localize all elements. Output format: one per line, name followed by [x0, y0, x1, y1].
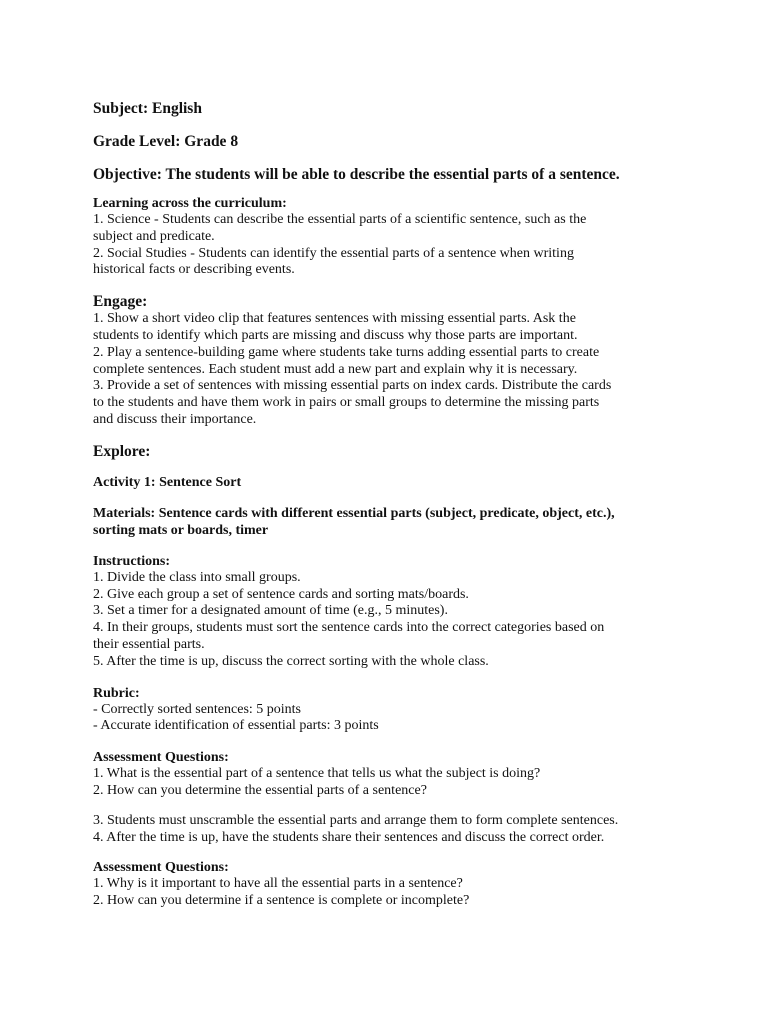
engage-section [93, 292, 688, 429]
instruction-line: their essential parts. [93, 636, 205, 652]
extra-step-line: 4. After the time is up, have the students share their sentences and discuss the correct order. [93, 829, 605, 845]
extra-steps-block [93, 813, 688, 847]
engage-line: 1. Show a short video clip that features sentences with missing essential parts. Ask the [93, 311, 576, 327]
assessment-block-2 [93, 859, 688, 910]
instruction-line: 4. In their groups, students must sort the sentence cards into the correct categories based on [93, 620, 605, 636]
engage-line: complete sentences. Each student must add a new part and explain why it is necessary. [93, 361, 578, 377]
instructions-block [93, 553, 688, 671]
engage-line: to the students and have them work in pairs or small groups to determine the missing parts [93, 395, 600, 411]
engage-line: and discuss their importance. [93, 411, 257, 427]
engage-heading: Engage: [93, 293, 148, 311]
curriculum-line: subject and predicate. [93, 228, 215, 244]
curriculum-heading: Learning across the curriculum: [93, 196, 287, 211]
rubric-heading: Rubric: [93, 685, 140, 701]
assessment-question: 1. Why is it important to have all the essential parts in a sentence? [93, 876, 463, 892]
instruction-line: 3. Set a timer for a designated amount of time (e.g., 5 minutes). [93, 603, 448, 619]
assessment-block-1 [93, 749, 688, 800]
objective-line: Objective: The students will be able to describe the essential parts of a sentence. [93, 166, 620, 183]
explore-heading: Explore: [93, 442, 151, 460]
instruction-line: 1. Divide the class into small groups. [93, 569, 301, 585]
engage-line: 2. Play a sentence-building game where students take turns adding essential parts to create [93, 344, 600, 360]
activity-title: Activity 1: Sentence Sort [93, 474, 242, 490]
assessment-question: 2. How can you determine the essential parts of a sentence? [93, 782, 427, 798]
grade-level-line: Grade Level: Grade 8 [93, 133, 239, 150]
instruction-line: 5. After the time is up, discuss the correct sorting with the whole class. [93, 653, 489, 669]
subject-line: Subject: English [93, 100, 202, 117]
engage-line: students to identify which parts are missing and discuss why those parts are important. [93, 327, 578, 343]
curriculum-section [93, 195, 688, 279]
rubric-block [93, 685, 688, 736]
extra-step-line: 3. Students must unscramble the essential parts and arrange them to form complete sentences. [93, 812, 619, 828]
rubric-line: - Correctly sorted sentences: 5 points [93, 701, 302, 717]
explore-section [93, 442, 688, 910]
rubric-line: - Accurate identification of essential parts: 3 points [93, 718, 379, 734]
instruction-line: 2. Give each group a set of sentence cards and sorting mats/boards. [93, 586, 469, 602]
instructions-heading: Instructions: [93, 553, 171, 569]
engage-line: 3. Provide a set of sentences with missing essential parts on index cards. Distribute the cards [93, 378, 612, 394]
materials-block [93, 505, 688, 539]
curriculum-line: historical facts or describing events. [93, 262, 295, 278]
assessment-question: 1. What is the essential part of a sentence that tells us what the subject is doing? [93, 766, 541, 782]
assessment-question: 2. How can you determine if a sentence is complete or incomplete? [93, 893, 470, 909]
curriculum-line: 1. Science - Students can describe the essential parts of a scientific sentence, such as the [93, 212, 587, 227]
assessment-heading: Assessment Questions: [93, 750, 229, 766]
materials-line: Materials: Sentence cards with different essential parts (subject, predicate, object, etc.), [93, 505, 615, 521]
materials-line: sorting mats or boards, timer [93, 522, 269, 538]
assessment-heading: Assessment Questions: [93, 860, 229, 876]
curriculum-line: 2. Social Studies - Students can identify the essential parts of a sentence when writing [93, 245, 574, 261]
